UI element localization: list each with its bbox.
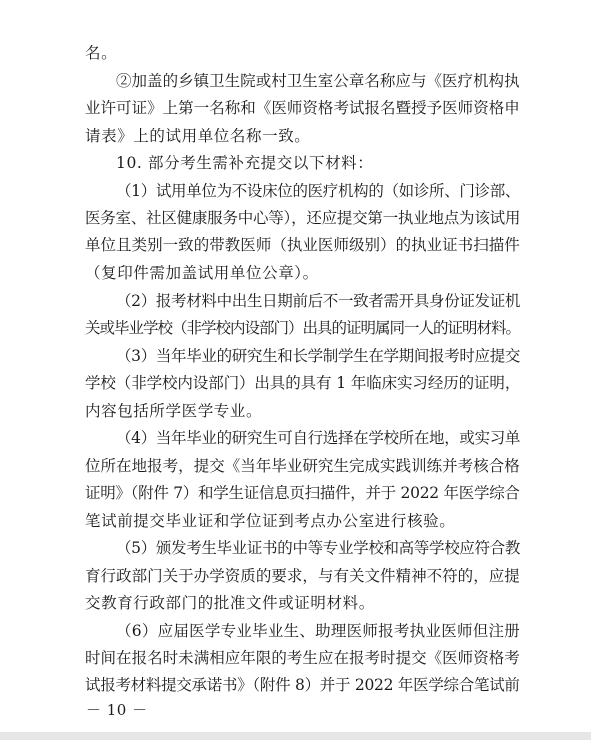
text-line: 医务室、社区健康服务中心等），还应提交第一执业地点为该试用 <box>85 209 521 227</box>
text-line: 证明》（附件 7）和学生证信息页扫描件，并于 2022 年医学综合 <box>85 484 520 502</box>
text-line: 业许可证》上第一名称和《医师资格考试报名暨授予医师资格申 <box>85 99 520 117</box>
text-line: 时间在报名时未满相应年限的考生应在报考时提交《医师资格考 <box>85 649 520 667</box>
text-line: （4）当年毕业的研究生可自行选择在学校所在地，或实习单 <box>116 429 521 447</box>
text-line: 请表》上的试用单位名称一致。 <box>85 127 311 145</box>
text-line: ②加盖的乡镇卫生院或村卫生室公章名称应与《医疗机构执 <box>116 72 520 90</box>
text-line: 学校（非学校内设部门）出具的具有 1 年临床实习经历的证明， <box>85 374 521 392</box>
text-line: 交教育行政部门的批准文件或证明材料。 <box>85 594 375 612</box>
page-number: － 10 － <box>86 701 148 719</box>
text-line: 单位且类别一致的带教医师（执业医师级别）的执业证书扫描件 <box>85 236 520 254</box>
text-line: 内容包括所学医学专业。 <box>85 402 263 420</box>
text-line: （2）报考材料中出生日期前后不一致者需开具身份证发证机 <box>116 292 521 310</box>
text-line: （3）当年毕业的研究生和长学制学生在学期间报考时应提交 <box>116 347 521 365</box>
text-line: 关或毕业学校（非学校内设部门）出具的证明属同一人的证明材料。 <box>85 319 521 337</box>
text-line: （1）试用单位为不设床位的医疗机构的（如诊所、门诊部、 <box>116 182 521 200</box>
text-line: （复印件需加盖试用单位公章）。 <box>85 264 319 282</box>
text-line: 育行政部门关于办学资质的要求，与有关文件精神不符的，应提 <box>85 567 520 585</box>
text-line: 位所在地报考，提交《当年毕业研究生完成实践训练并考核合格 <box>85 457 520 475</box>
text-line: 笔试前提交毕业证和学位证到考点办公室进行核验。 <box>85 512 456 530</box>
text-line: 试报考材料提交承诺书》（附件 8）并于 2022 年医学综合笔试前 <box>85 676 520 694</box>
text-line: 名。 <box>85 44 118 62</box>
text-line: （5）颁发考生毕业证书的中等专业学校和高等学校应符合教 <box>116 539 521 557</box>
section-heading: 10. 部分考生需补充提交以下材料： <box>116 154 374 172</box>
viewer-bottom-bar <box>0 732 591 740</box>
text-line: （6）应届医学专业毕业生、助理医师报考执业医师但注册 <box>116 622 520 640</box>
